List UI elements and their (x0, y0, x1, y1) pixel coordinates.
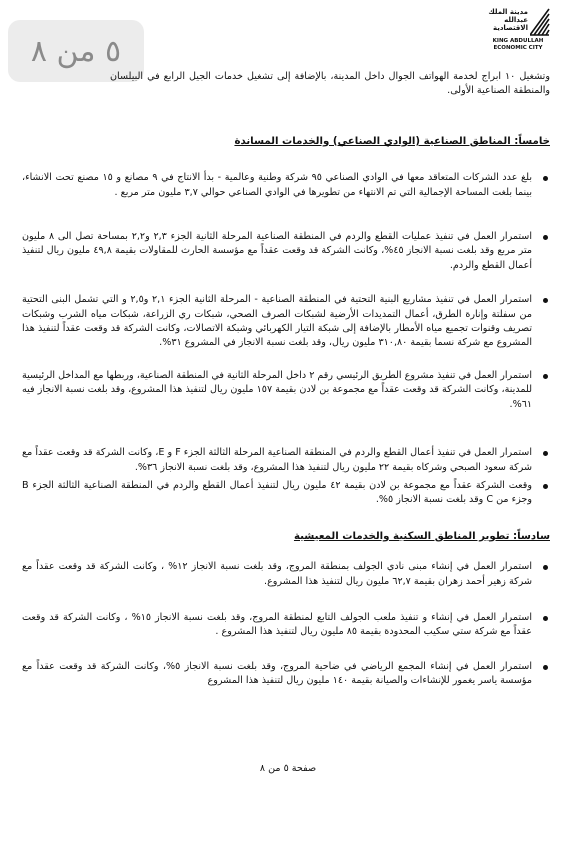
bullet-icon (543, 451, 548, 456)
bullet-icon (543, 235, 548, 240)
list-item (22, 660, 550, 689)
logo-english-text: KING ABDULLAH ECONOMIC CITY (492, 38, 544, 51)
bullet-icon (543, 176, 548, 181)
document-body (22, 70, 550, 689)
list-item-text: استمرار العمل في تنفيذ أعمال القطع والردم في المنطقة الصناعية المرحلة الثالثة الجزء F و E، وكانت الشركة قد وقعت عقداً مع شركة سعود الصبحي وشركاه بقيمة ٢٢ مليون ريال لتنفيذ هذا المشروع، وقد بلغت نسبة الانجاز ٣٦%. (22, 447, 532, 473)
list-item-text: استمرار العمل في إنشاء المجمع الرياضي في ضاحية المروج، وقد بلغت نسبة الانجاز ٥%، وكانت الشركة قد وقعت عقداً مع مؤسسة ياسر يغمور للإنشاءات والصيانة بقيمة ١٤٠ مليون ريال لتنفيذ هذا المشروع (22, 660, 532, 687)
list-item (22, 293, 550, 351)
bullet-icon (543, 374, 548, 379)
bullet-icon (543, 484, 548, 489)
list-item (22, 369, 550, 412)
list-item (22, 171, 550, 200)
bullet-icon (543, 565, 548, 570)
list-item-text: وقعت الشركة عقداً مع مجموعة بن لادن بقيمة ٤٢ مليون ريال لتنفيذ أعمال القطع والردم في المنطقة الصناعية الثالثة الجزء B وجزء من C وقد بلغت نسبة الانجاز ٥%. (22, 479, 532, 506)
list-item-text: استمرار العمل في تنفيذ مشاريع البنية التحتية في المنطقة الصناعية - المرحلة الثانية الجزء ٢,١ و٢,٥ و التي تشمل البنى التحتية من سفلتة وإنارة الطرق، أعمال التمديدات الأرضية لشبكات الصرف الصحي، شبكات ري الزراعة، شبكات مياه الشرب وشبكات تصريف وقنوات تجميع مياه الأمطار بالإضافة إلى شبكة التيار الكهربائي وشبكة الاتصالات، وكانت الشركة قد وقعت عقداً لتنفيذ هذا المشروع مع شركة نسما بقيمة ٣١٠,٨٠ مليون ريال، وقد بلغت نسبة الانجاز في المشروع ٣١%. (22, 294, 532, 349)
kaec-logo (482, 8, 554, 58)
list-item-text: استمرار العمل في إنشاء مبنى نادي الجولف بمنطقة المروج، وقد بلغت نسبة الانجاز ١٢% ، وكانت الشركة قد وقعت عقداً مع شركة زهير أحمد زهران بقيمة ٦٢,٧ مليون ريال لتنفيذ هذا المشروع. (22, 561, 532, 587)
intro-paragraph: وتشغيل ١٠ ابراج لخدمة الهواتف الجوال داخل المدينة، بالإضافة إلى تشغيل خدمات الجيل الرابع في البيلسان والمنطقة الصناعية الأولى. (110, 71, 550, 97)
list-item (22, 479, 550, 508)
logo-stripes-icon (530, 8, 550, 36)
list-item-text: استمرار العمل في تنفيذ مشروع الطريق الرئيسي رقم ٢ داخل المرحلة الثانية في المنطقة الصناعية، وربطها مع المداخل الرئيسية للمدينة، وكانت الشركة قد وقعت عقداً مع مجموعة بن لادن بقيمة ١٥٧ مليون ريال لتنفيذ هذا المشروع، وقد بلغت نسبة الانجاز فيه ٦١%. (22, 369, 532, 410)
list-item (22, 230, 550, 273)
bullet-icon (543, 298, 548, 303)
bullet-icon (543, 616, 548, 621)
list-item-text: بلغ عدد الشركات المتعاقد معها في الوادي الصناعي ٩٥ شركة وطنية وعالمية - بدأ الانتاج في ٩ مصانع و ١٥ مصنع تحت الانشاء، بينما بلغت المساحة الإجمالية التي تم الانتهاء من تطويرها في الوادي الصناعي حوالي ٣,٧ مليون متر مربع . (22, 172, 532, 198)
page-footer: صفحة ٥ من ٨ (259, 763, 317, 774)
logo-arabic-text: مدينة الملك عبدالله الاقتصادية (488, 8, 528, 32)
list-item (22, 560, 550, 589)
list-item-text: استمرار العمل في إنشاء و تنفيذ ملعب الجولف التابع لمنطقة المروج، وقد بلغت نسبة الانجاز ١٥% ، وكانت الشركة قد وقعت عقداً مع شركة ستي سكيب المحدودة بقيمة ٨٥ مليون ريال لتنفيذ هذا المشروع . (22, 611, 532, 638)
list-item-text: استمرار العمل في تنفيذ عمليات القطع والردم في المنطقة الصناعية المرحلة الثانية الجزء ٢,٣ و٢,٢ بمساحة تصل الى ٨ مليون متر مربع وقد بلغت نسبة الانجاز ٤٥%، وكانت الشركة قد وقعت عقداً مع مؤسسة الحارث للمقاولات بقيمة ٤٩,٨ مليون ريال لتنفيذ أعمال القطع والردم. (22, 231, 533, 271)
bullet-icon (543, 665, 548, 670)
page-number-badge: ٥ من ٨ (8, 20, 144, 82)
section-title-industrial: خامساً: المناطق الصناعية (الوادي الصناعي) والخدمات المساندة (234, 135, 550, 147)
section-title-residential: سادساً: تطوير المناطق السكنية والخدمات المعيشية (293, 530, 550, 542)
list-item (22, 611, 550, 640)
list-item (22, 446, 550, 475)
